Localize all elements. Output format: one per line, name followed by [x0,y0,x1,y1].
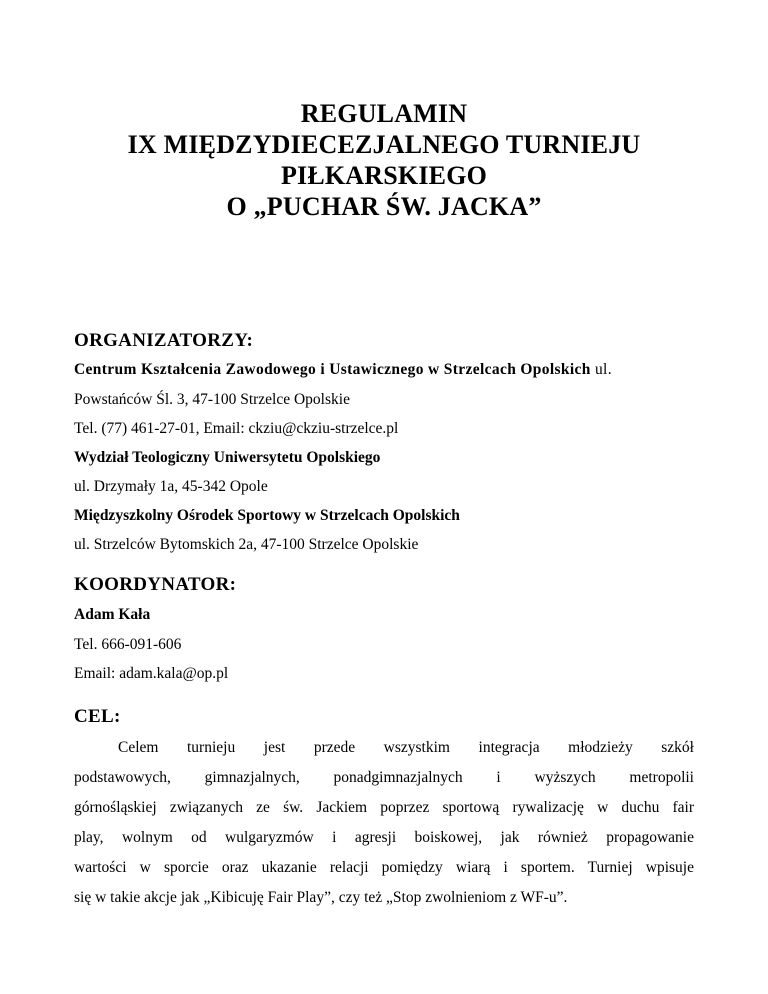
document-title [0,98,768,222]
coordinator-name: Adam Kała [74,606,151,623]
goal-paragraph [74,733,694,913]
goal-line-6: się w takie akcje jak „Kibicuję Fair Play”, czy też „Stop zwolnieniom z WF-u”. [74,889,568,906]
organizer-1-address: Powstańców Śl. 3, 47-100 Strzelce Opolskie [74,391,350,408]
organizers-heading: ORGANIZATORZY: [74,330,254,351]
organizer-1-line [74,361,612,379]
goal-line-5: wartości w sporcie oraz ukazanie relacji pomiędzy wiarą i sportem. Turniej wpisuje [74,859,694,876]
goal-line-3: górnośląskiej związanych ze św. Jackiem poprzez sportową rywalizację w duchu fair [74,799,694,816]
coordinator-heading: KOORDYNATOR: [74,574,237,595]
organizer-1-name: Centrum Kształcenia Zawodowego i Ustawicznego w Strzelcach Opolskich [74,361,591,378]
organizer-3-address: ul. Strzelców Bytomskich 2a, 47-100 Strzelce Opolskie [74,536,419,553]
organizer-1-address-prefix: ul. [590,361,612,378]
title-line-1: REGULAMIN [300,99,468,128]
coordinator-phone: Tel. 666-091-606 [74,636,182,653]
organizer-2-name: Wydział Teologiczny Uniwersytetu Opolskiego [74,449,381,466]
title-line-3: PIŁKARSKIEGO [280,161,488,190]
organizer-3-name: Międzyszkolny Ośrodek Sportowy w Strzelcach Opolskich [74,507,460,524]
goal-line-4: play, wolnym od wulgaryzmów i agresji boiskowej, jak również propagowanie [74,829,694,846]
title-line-2: IX MIĘDZYDIECEZJALNEGO TURNIEJU [127,130,641,159]
goal-line-1: Celem turnieju jest przede wszystkim integracja młodzieży szkół [118,739,694,756]
organizer-2-address: ul. Drzymały 1a, 45-342 Opole [74,478,268,495]
title-line-4: O „PUCHAR ŚW. JACKA” [226,192,542,221]
organizer-1-contact: Tel. (77) 461-27-01, Email: ckziu@ckziu-strzelce.pl [74,420,399,437]
goal-heading: CEL: [74,706,121,727]
coordinator-email: Email: adam.kala@op.pl [74,665,229,682]
goal-line-2: podstawowych, gimnazjalnych, ponadgimnazjalnych i wyższych metropolii [74,769,694,786]
